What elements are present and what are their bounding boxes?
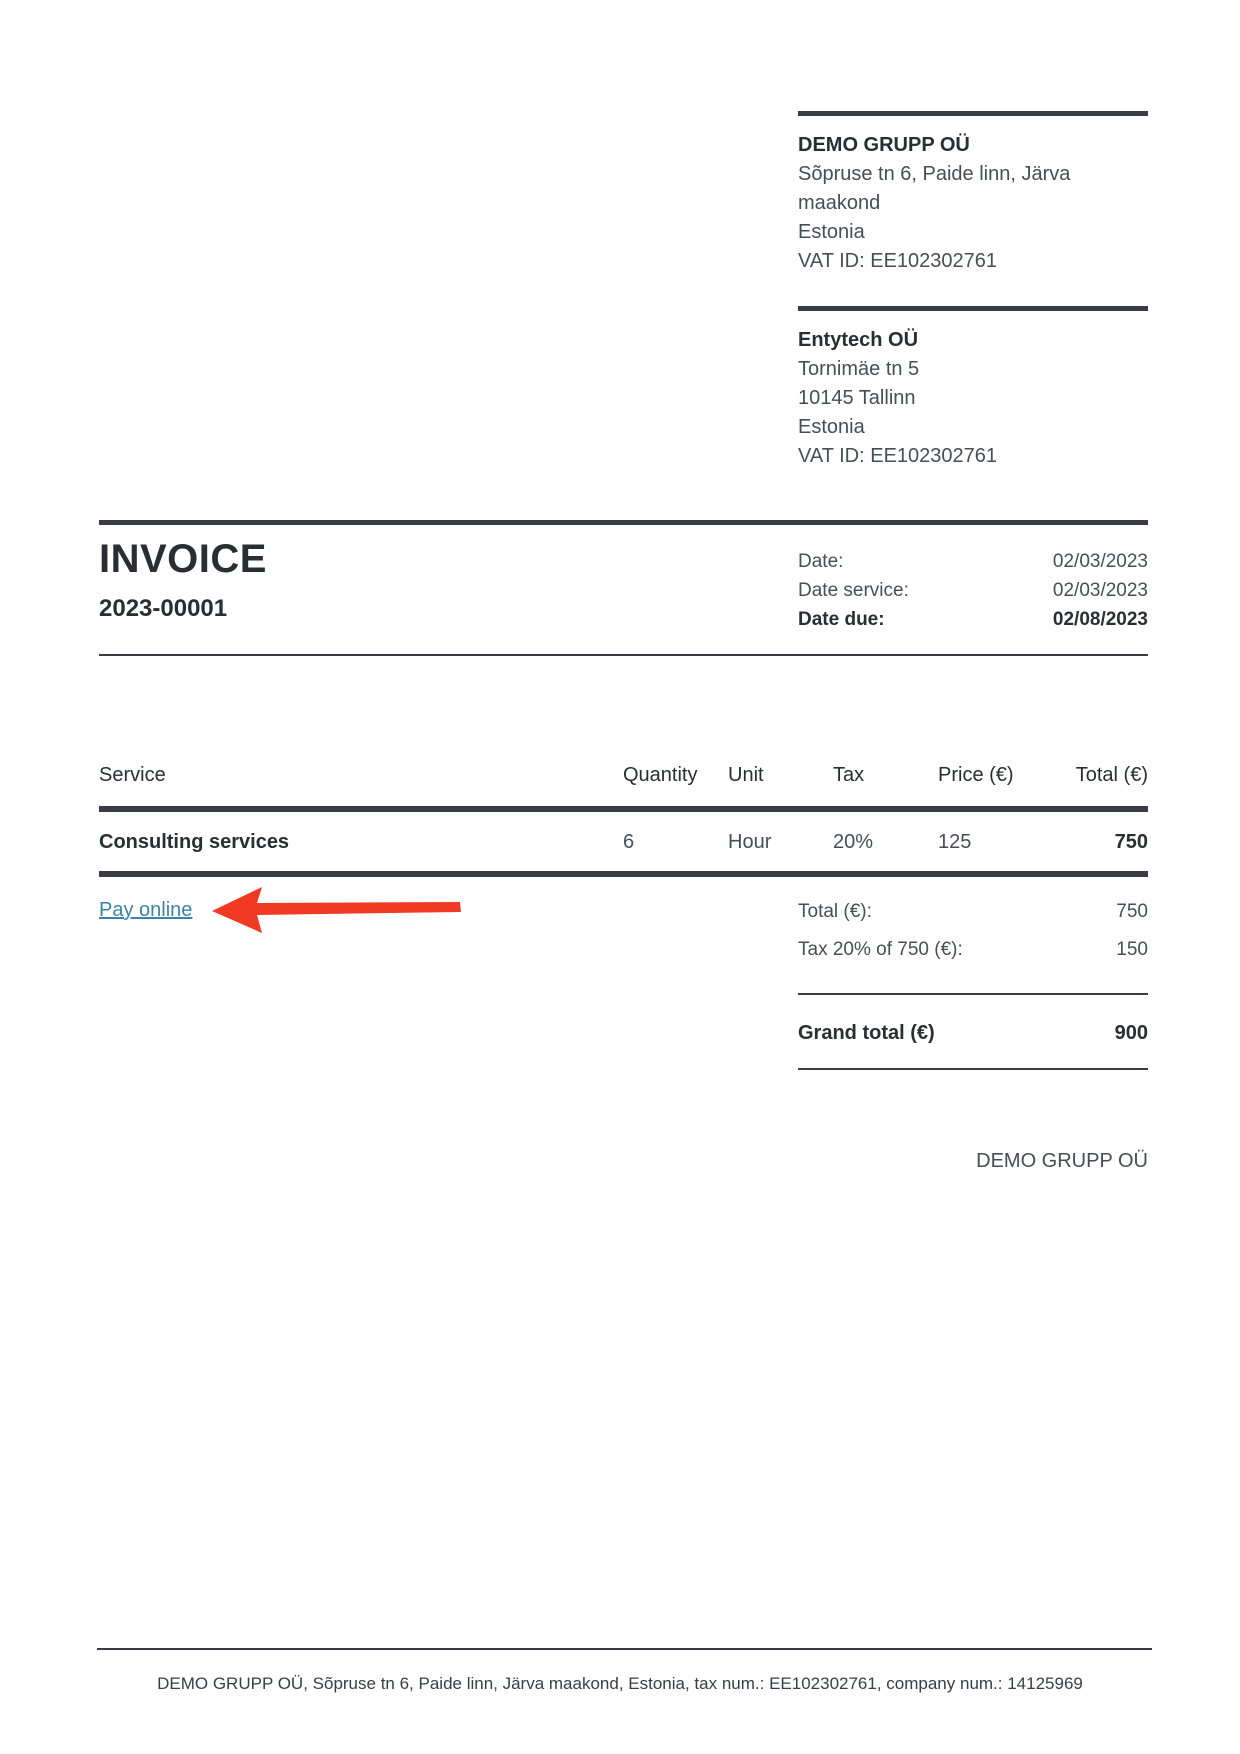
date-label: Date: <box>798 551 844 572</box>
invoice-header-rule <box>99 520 1148 525</box>
seller-address-line2: maakond <box>798 192 881 214</box>
total-label: Total (€): <box>798 901 872 922</box>
seller-vat: VAT ID: EE102302761 <box>798 250 998 272</box>
table-header-rule <box>99 806 1148 812</box>
buyer-address-line1: Tornimäe tn 5 <box>798 358 920 380</box>
due-date-value: 02/08/2023 <box>1052 609 1148 630</box>
seller-name: DEMO GRUPP OÜ <box>798 134 970 156</box>
tax-label: Tax 20% of 750 (€): <box>798 939 963 960</box>
service-date-label: Date service: <box>798 580 909 601</box>
total-value: 750 <box>1116 901 1148 922</box>
header-unit: Unit <box>728 764 764 786</box>
row-service: Consulting services <box>99 831 290 853</box>
due-date-label: Date due: <box>798 609 885 630</box>
invoice-number: 2023-00001 <box>99 595 228 622</box>
header-price: Price (€) <box>938 764 1014 786</box>
buyer-address-line2: 10145 Tallinn <box>798 387 916 409</box>
header-quantity: Quantity <box>623 764 698 786</box>
row-tax: 20% <box>833 831 874 853</box>
date-value: 02/03/2023 <box>1052 551 1148 572</box>
footer-text: DEMO GRUPP OÜ, Sõpruse tn 6, Paide linn, Järva maakond, Estonia, tax num.: EE102302761, company num.: 14125969 <box>157 1674 1083 1693</box>
seller-block <box>798 131 1148 276</box>
seller-country: Estonia <box>798 221 865 243</box>
row-quantity: 6 <box>623 831 635 853</box>
header-total: Total (€) <box>1075 764 1148 786</box>
invoice-header-bottom-rule <box>99 654 1148 656</box>
grand-total-row <box>798 1022 1148 1045</box>
header-tax: Tax <box>833 764 865 786</box>
header-service: Service <box>99 764 166 786</box>
seller-address-line1: Sõpruse tn 6, Paide linn, Järva <box>798 163 1071 185</box>
totals-rule <box>798 993 1148 995</box>
row-total: 750 <box>1114 831 1148 853</box>
due-date-row <box>798 605 1148 634</box>
buyer-country: Estonia <box>798 416 865 438</box>
invoice-title: INVOICE <box>99 537 267 581</box>
buyer-block <box>798 326 1148 471</box>
grand-total-value: 900 <box>1114 1022 1148 1044</box>
tax-value: 150 <box>1116 939 1148 960</box>
row-unit: Hour <box>728 831 772 853</box>
row-price: 125 <box>938 831 972 853</box>
pay-online-link[interactable]: Pay online <box>99 899 193 921</box>
buyer-name: Entytech OÜ <box>798 329 919 351</box>
total-row <box>798 901 1148 923</box>
invoice-dates <box>798 547 1148 634</box>
service-date-row <box>798 576 1148 605</box>
footer-rule <box>97 1648 1152 1650</box>
signature-company: DEMO GRUPP OÜ <box>976 1150 1148 1172</box>
buyer-vat: VAT ID: EE102302761 <box>798 445 998 467</box>
grand-total-rule <box>798 1068 1148 1070</box>
service-date-value: 02/03/2023 <box>1052 580 1148 601</box>
date-row <box>798 547 1148 576</box>
seller-top-rule <box>798 111 1148 116</box>
buyer-top-rule <box>798 306 1148 311</box>
table-bottom-rule <box>99 871 1148 877</box>
grand-total-label: Grand total (€) <box>798 1022 935 1044</box>
red-arrow-icon <box>212 885 472 935</box>
tax-row <box>798 939 1148 961</box>
